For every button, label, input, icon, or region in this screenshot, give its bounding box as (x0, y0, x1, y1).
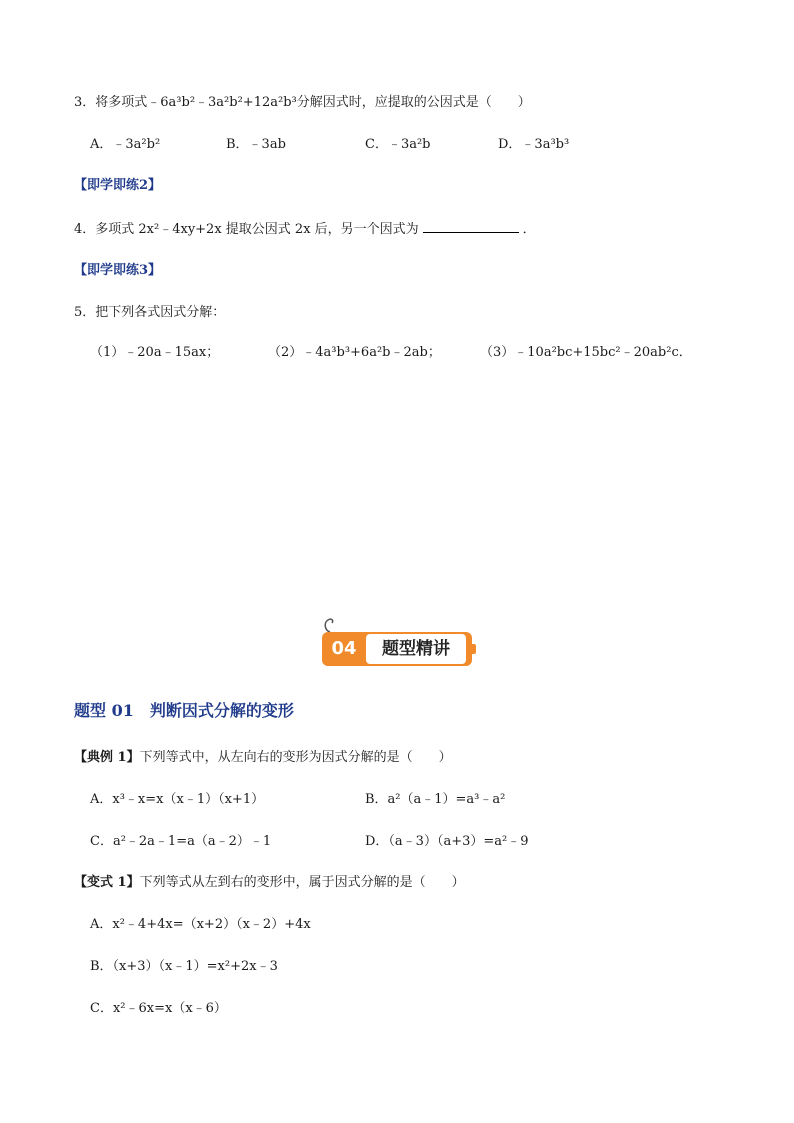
example-1-text: 下列等式中，从左向右的变形为因式分解的是（ ） (139, 750, 452, 765)
example-1-option-a: A．x³﹣x=x（x﹣1）（x+1） (90, 792, 265, 807)
question-4-end: ． (522, 222, 536, 237)
question-4-stem: 4．多项式 2x²﹣4xy+2x 提取公因式 2x 后，另一个因式为 (74, 222, 419, 237)
example-1-option-d: D．（a﹣3）（a+3）=a²﹣9 (365, 834, 529, 849)
drill-2-heading: 【即学即练2】 (74, 178, 162, 193)
badge-tail (468, 644, 476, 654)
section-number: 04 (331, 638, 357, 659)
question-5-stem: 5．把下列各式因式分解： (74, 305, 226, 320)
question-5-part-1: （1）﹣20a﹣15ax； (90, 345, 220, 360)
answer-blank (423, 220, 519, 233)
example-1-stem (74, 749, 452, 767)
question-3-option-d: D．﹣3a³b³ (498, 137, 570, 152)
variant-1-option-b: B．（x+3）（x﹣1）=x²+2x﹣3 (90, 959, 278, 974)
drill-3-heading: 【即学即练3】 (74, 263, 162, 278)
hook-icon (322, 614, 338, 634)
question-5-part-3: （3）﹣10a²bc+15bc²﹣20ab²c． (480, 345, 692, 360)
question-3-stem: 3．将多项式﹣6a³b²﹣3a²b²+12a²b³分解因式时，应提取的公因式是（ ） (74, 95, 531, 110)
section-badge (322, 628, 472, 666)
question-3-option-b: B．﹣3ab (226, 137, 286, 152)
example-1-tag: 【典例 1】 (74, 750, 140, 765)
question-4 (74, 220, 536, 239)
variant-1-option-c: C．x²﹣6x=x（x﹣6） (90, 1001, 227, 1016)
variant-1-stem (74, 874, 465, 892)
variant-1-text: 下列等式从左到右的变形中，属于因式分解的是（ ） (139, 875, 465, 890)
example-1-option-b: B．a²（a﹣1）=a³﹣a² (365, 792, 506, 807)
question-3-option-a: A．﹣3a²b² (90, 137, 161, 152)
variant-1-tag: 【变式 1】 (74, 875, 140, 890)
question-3-option-c: C．﹣3a²b (365, 137, 431, 152)
type-01-title: 题型 01 判断因式分解的变形 (74, 701, 294, 720)
question-5-part-2: （2）﹣4a³b³+6a²b﹣2ab； (268, 345, 441, 360)
variant-1-option-a: A．x²﹣4+4x=（x+2）（x﹣2）+4x (90, 917, 311, 932)
section-label: 题型精讲 (366, 634, 466, 664)
example-1-option-c: C．a²﹣2a﹣1=a（a﹣2）﹣1 (90, 834, 272, 849)
